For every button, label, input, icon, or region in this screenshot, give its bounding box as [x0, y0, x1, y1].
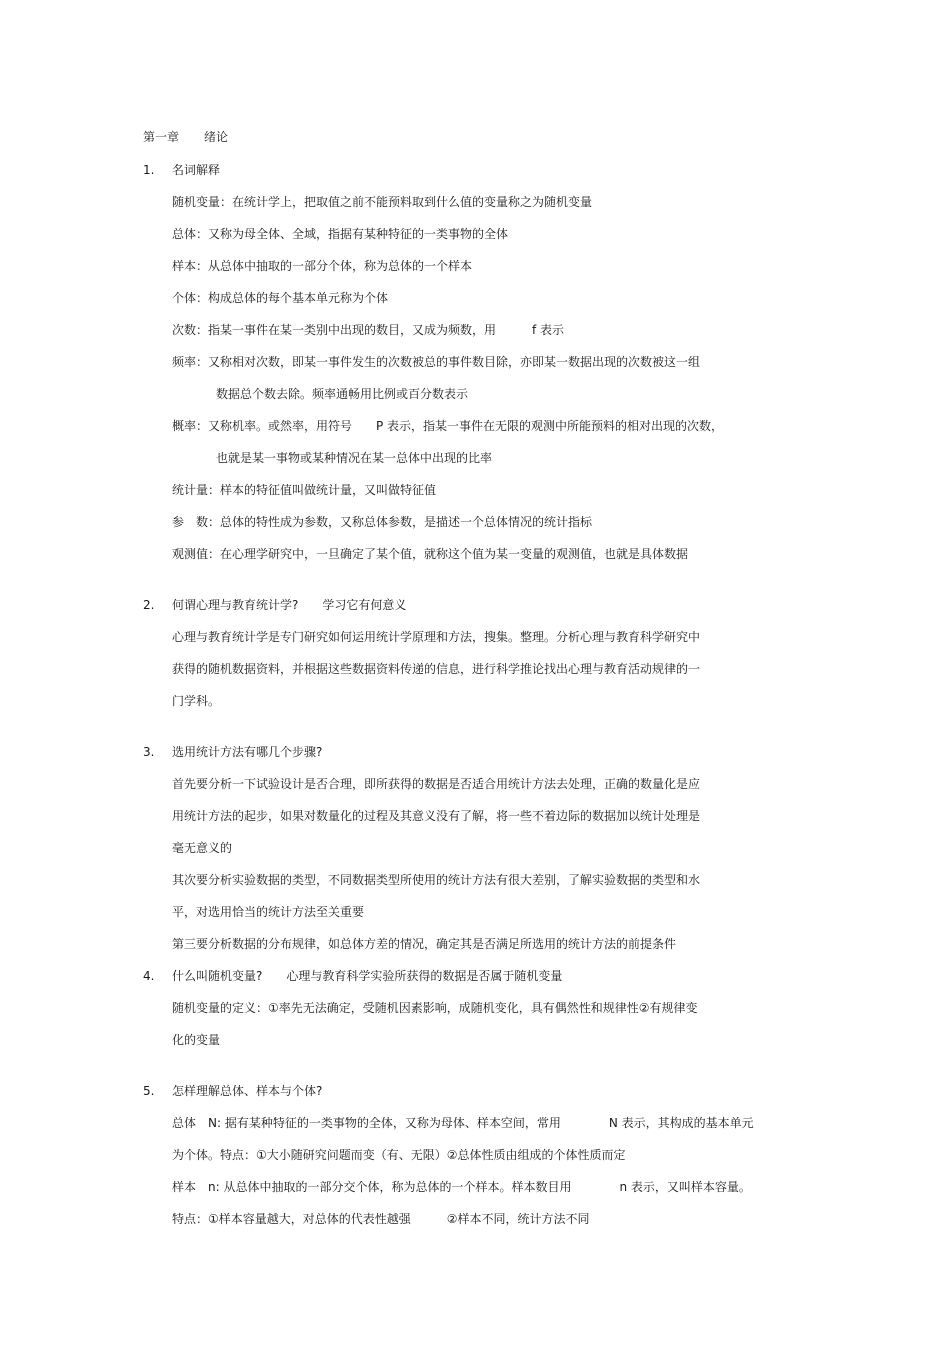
paragraph-line: 样本 n: 从总体中抽取的一部分交个体，称为总体的一个样本。样本数目用 n 表示，又叫样本容量。 [172, 1180, 751, 1194]
section-number: 1. [143, 163, 155, 177]
definition-line: 概率：又称机率。或然率，用符号 P 表示，指某一事件在无限的观测中所能预料的相对出现的次数， [172, 419, 724, 433]
chapter-title: 绪论 [204, 130, 229, 144]
section-number: 5. [143, 1084, 155, 1098]
section-number: 3. [143, 745, 155, 759]
definition-continuation: 数据总个数去除。频率通畅用比例或百分数表示 [216, 387, 469, 401]
paragraph-line: 平，对选用恰当的统计方法至关重要 [172, 905, 365, 919]
paragraph-line: 心理与教育统计学是专门研究如何运用统计学原理和方法，搜集。整理。分析心理与教育科学研究中 [172, 630, 701, 644]
paragraph-line: 为个体。特点：①大小随研究问题而变（有、无限）②总体性质由组成的个体性质而定 [172, 1148, 626, 1162]
paragraph-line: 其次要分析实验数据的类型，不同数据类型所使用的统计方法有很大差别，了解实验数据的类型和水 [172, 873, 701, 887]
definition-line: 个体：构成总体的每个基本单元称为个体 [172, 291, 389, 305]
paragraph-line: 第三要分析数据的分布规律，如总体方差的情况，确定其是否满足所选用的统计方法的前提条件 [172, 937, 677, 951]
paragraph-line: 门学科。 [172, 694, 221, 708]
definition-line: 次数：指某一事件在某一类别中出现的数目，又成为频数，用 f 表示 [172, 323, 565, 337]
paragraph-line: 随机变量的定义：①率先无法确定，受随机因素影响，成随机变化，具有偶然性和规律性②有规律变 [172, 1001, 698, 1015]
definition-line: 观测值：在心理学研究中，一旦确定了某个值，就称这个值为某一变量的观测值，也就是具体数据 [172, 547, 689, 561]
section-number: 4. [143, 969, 155, 983]
section-heading: 什么叫随机变量? 心理与教育科学实验所获得的数据是否属于随机变量 [172, 969, 563, 983]
section-heading: 何谓心理与教育统计学? 学习它有何意义 [172, 598, 407, 612]
section-heading: 选用统计方法有哪几个步骤? [172, 745, 323, 759]
definition-line: 频率：又称相对次数，即某一事件发生的次数被总的事件数目除，亦即某一数据出现的次数被这一组 [172, 355, 701, 369]
definition-line: 随机变量：在统计学上，把取值之前不能预料取到什么值的变量称之为随机变量 [172, 195, 593, 209]
definition-line: 样本：从总体中抽取的一部分个体，称为总体的一个样本 [172, 259, 473, 273]
definition-line: 总体：又称为母全体、全域，指据有某种特征的一类事物的全体 [172, 227, 509, 241]
chapter-label: 第一章 [143, 130, 180, 144]
definition-line: 参 数：总体的特性成为参数，又称总体参数，是描述一个总体情况的统计指标 [172, 515, 593, 529]
definition-line: 统计量：样本的特征值叫做统计量，又叫做特征值 [172, 483, 437, 497]
paragraph-line: 毫无意义的 [172, 841, 233, 855]
definition-continuation: 也就是某一事物或某种情况在某一总体中出现的比率 [216, 451, 493, 465]
paragraph-line: 特点：①样本容量越大，对总体的代表性越强 ②样本不同，统计方法不同 [172, 1212, 590, 1226]
section-number: 2. [143, 598, 155, 612]
paragraph-line: 总体 N: 据有某种特征的一类事物的全体，又称为母体、样本空间，常用 N 表示，其构成的基本单元 [172, 1116, 754, 1130]
paragraph-line: 化的变量 [172, 1033, 221, 1047]
paragraph-line: 首先要分析一下试验设计是否合理，即所获得的数据是否适合用统计方法去处理，正确的数量化是应 [172, 777, 701, 791]
section-heading: 怎样理解总体、样本与个体? [172, 1084, 323, 1098]
paragraph-line: 用统计方法的起步，如果对数量化的过程及其意义没有了解，将一些不着边际的数据加以统计处理是 [172, 809, 701, 823]
section-heading: 名词解释 [172, 163, 221, 177]
paragraph-line: 获得的随机数据资料，并根据这些数据资料传递的信息，进行科学推论找出心理与教育活动规律的一 [172, 662, 701, 676]
